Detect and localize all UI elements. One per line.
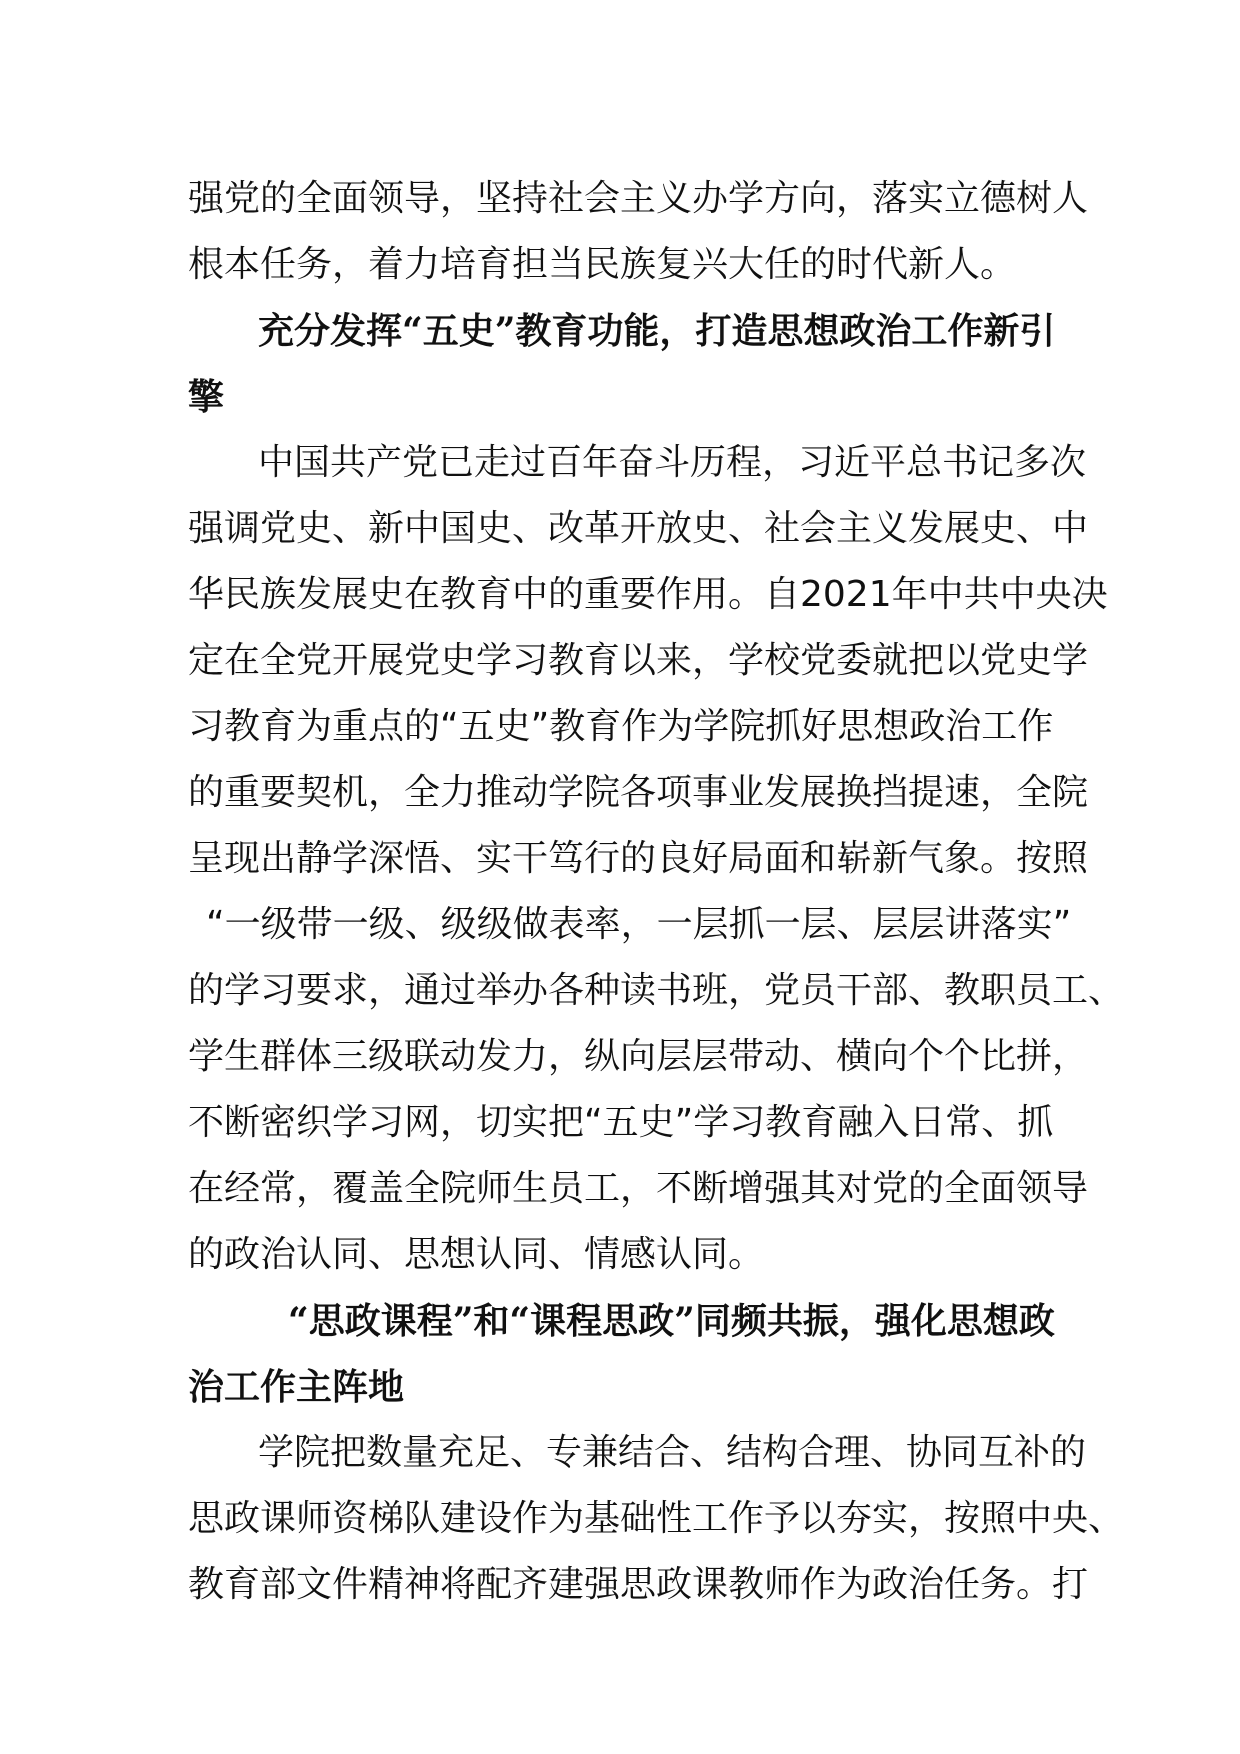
section-heading: 充分发挥“五史”教育功能，打造思想政治工作新引 bbox=[258, 310, 1056, 352]
body-line: 定在全党开展党史学习教育以来，学校党委就把以党史学 bbox=[188, 640, 1089, 681]
body-line: 学生群体三级联动发力，纵向层层带动、横向个个比拼， bbox=[188, 1036, 1089, 1077]
document-body bbox=[188, 166, 1125, 1618]
section-heading: “思政课程”和“课程思政”同频共振，强化思想政 bbox=[288, 1300, 1055, 1342]
section-heading-continuation: 擎 bbox=[188, 376, 225, 418]
body-line: “一级带一级、级级做表率，一层抓一层、层层讲落实” bbox=[206, 904, 1072, 945]
body-line: 思政课师资梯队建设作为基础性工作予以夯实，按照中央、 bbox=[188, 1498, 1125, 1539]
body-line: 强党的全面领导，坚持社会主义办学方向，落实立德树人 bbox=[188, 178, 1089, 219]
body-line: 的政治认同、思想认同、情感认同。 bbox=[188, 1234, 765, 1275]
body-line: 强调党史、新中国史、改革开放史、社会主义发展史、中 bbox=[188, 508, 1089, 549]
body-line: 学院把数量充足、专兼结合、结构合理、协同互补的 bbox=[258, 1432, 1087, 1473]
body-line: 中国共产党已走过百年奋斗历程，习近平总书记多次 bbox=[258, 442, 1087, 483]
body-line: 在经常，覆盖全院师生员工，不断增强其对党的全面领导 bbox=[188, 1168, 1089, 1209]
body-line: 的重要契机，全力推动学院各项事业发展换挡提速，全院 bbox=[188, 772, 1089, 813]
body-line: 华民族发展史在教育中的重要作用。自2021年中共中央决 bbox=[188, 574, 1108, 615]
body-line: 呈现出静学深悟、实干笃行的良好局面和崭新气象。按照 bbox=[188, 838, 1089, 879]
body-line: 不断密织学习网，切实把“五史”学习教育融入日常、抓 bbox=[188, 1102, 1054, 1143]
body-line: 教育部文件精神将配齐建强思政课教师作为政治任务。打 bbox=[188, 1564, 1089, 1605]
body-line: 根本任务，着力培育担当民族复兴大任的时代新人。 bbox=[188, 244, 1017, 285]
body-line: 的学习要求，通过举办各种读书班，党员干部、教职员工、 bbox=[188, 970, 1125, 1011]
section-heading-continuation: 治工作主阵地 bbox=[188, 1366, 405, 1408]
body-line: 习教育为重点的“五史”教育作为学院抓好思想政治工作 bbox=[188, 706, 1054, 747]
